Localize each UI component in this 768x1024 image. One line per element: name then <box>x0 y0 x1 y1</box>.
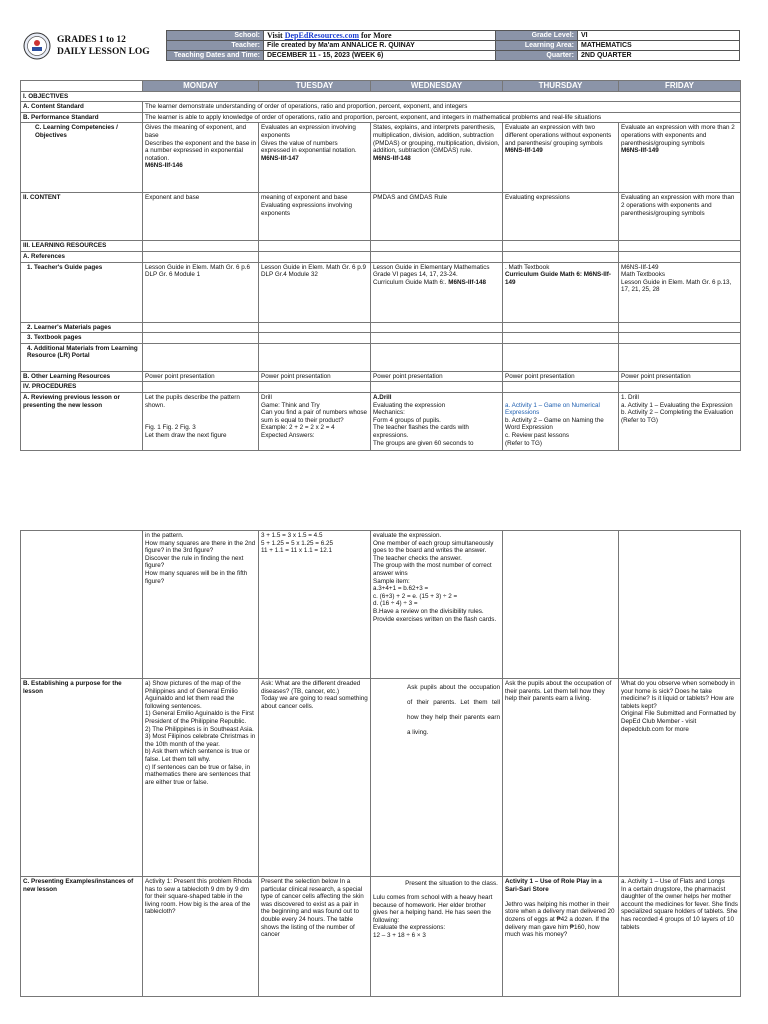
tg-wed: Lesson Guide in Elementary Mathematics Grade VI pages 14, 17, 23-24. Curriculum Guide Math 6:. M6NS-IIf-148 <box>371 262 503 322</box>
tg-mon: Lesson Guide in Elem. Math Gr. 6 p.6 DLP Gr. 6 Module 1 <box>143 262 259 322</box>
dates-label: Teaching Dates and Time: <box>167 51 264 61</box>
deped-seal-icon <box>23 32 51 60</box>
present-mon: Activity 1: Present this problem Rhoda has to sew a tablecloth 9 dm by 9 dm for their square-shaped table in the living room. How big is the area of the tablecloth? <box>143 877 259 997</box>
depedresources-link[interactable]: DepEdResources.com <box>284 31 359 40</box>
day-friday: FRIDAY <box>619 81 741 92</box>
competency-thu: Evaluate an expression with two different operations without exponents and parenthesis/ grouping symbols M6NS-IIf-149 <box>503 123 619 193</box>
content-fri: Evaluating an expression with more than 2 operations with exponents and parenthesis/grouping symbols <box>619 193 741 241</box>
purpose-label: B. Establishing a purpose for the lesson <box>21 679 143 877</box>
other-resources-label: B. Other Learning Resources <box>21 371 143 382</box>
day-tuesday: TUESDAY <box>259 81 371 92</box>
competency-tue: Evaluates an expression involving exponents Gives the value of numbers expressed in exponential notation. M6NS-IIf-147 <box>259 123 371 193</box>
review-label: A. Reviewing previous lesson or presenting the new lesson <box>21 392 143 450</box>
purpose-mon: a) Show pictures of the map of the Philippines and of General Emilio Aguinaldo and let them read the following sentences. 1) General Emilio Aguinaldo is the First President of the Philippine Republic. 2) The Philippines is in Southeast Asia. 3) Most Filipinos celebrate Christmas in the 10th month of the year. b) Ask them which sentence is true or false. Let them tell why. c) If sentences can be true or false, in mathematics there are sentences that are either true or false. <box>143 679 259 877</box>
present-fri: a. Activity 1 – Use of Flats and Longs In a certain drugstore, the pharmacist daughter of the owner helps her mother account the medicines for fever. She finds specialized square holders of tablets. She has recorded 4 groups of 10 layers of 10 tablets <box>619 877 741 997</box>
purpose-thu: Ask the pupils about the occupation of their parents. Let them tell how they help their parents earn a living. <box>503 679 619 877</box>
school-label: School: <box>167 31 264 41</box>
textbook-pages-label: 3. Textbook pages <box>21 333 143 344</box>
title-line2: DAILY LESSON LOG <box>56 46 150 57</box>
day-thursday: THURSDAY <box>503 81 619 92</box>
olr-fri: Power point presentation <box>619 371 741 382</box>
present-wed: Present the situation to the class. Lulu comes from school with a heavy heart because of homework. Her elder brother gives her a helping hand. He has seen the following: Evaluate the expressions: 12 – 3 + 18 ÷ 6 × 3 <box>371 877 503 997</box>
day-header-row <box>21 81 741 92</box>
teacher-value: File created by Ma'am ANNALICE R. QUINAY <box>264 41 496 51</box>
teacher-label: Teacher: <box>167 41 264 51</box>
competency-mon: Gives the meaning of exponent, and base Describes the exponent and the base in a number expressed in exponential notation. M6NS-IIf-146 <box>143 123 259 193</box>
present-thu: Activity 1 – Use of Role Play in a Sari-Sari Store Jethro was helping his mother in their store when a delivery man delivered 20 dozens of eggs at ₱42 a dozen. If the delivery man gave him ₱160, how much was his money? <box>503 877 619 997</box>
area-value: MATHEMATICS <box>578 41 740 51</box>
quarter-label: Quarter: <box>496 51 578 61</box>
purpose-wed: Ask pupils about the occupation of their parents. Let them tell how they help their parents earn a living. <box>371 679 503 877</box>
grade-label: Grade Level: <box>496 31 578 41</box>
olr-tue: Power point presentation <box>259 371 371 382</box>
content-mon: Exponent and base <box>143 193 259 241</box>
grade-value: VI <box>578 31 740 41</box>
header-logo-cell <box>20 31 167 61</box>
day-monday: MONDAY <box>143 81 259 92</box>
teachers-guide-label: 1. Teacher's Guide pages <box>21 262 143 322</box>
review-cont-wed: evaluate the expression. One member of each group simultaneously goes to the board and writes the answer. The teacher checks the answer. The group with the most number of correct answer wins Sample item: a.3+4+1 = b.62+3 = c. (6+3) + 2 = e. (15 + 3) ÷ 2 = d. (16 ÷ 4) ÷ 3 = B.Have a review on the divisibility rules. Provide exercises written on the flash cards. <box>371 531 503 679</box>
olr-thu: Power point presentation <box>503 371 619 382</box>
content-thu: Evaluating expressions <box>503 193 619 241</box>
purpose-fri: What do you observe when somebody in your home is sick? Does he take medicine? Is it liquid or tablets? How are tablets kept? Original File Submitted and Formatted by DepEd Club Member - visit depedclub.com for more <box>619 679 741 877</box>
lesson-log-table-part2 <box>20 530 741 997</box>
tg-fri: M6NS-IIf-149 Math Textbooks Lesson Guide in Elem. Math Gr. 6 p.13, 17, 21, 25, 28 <box>619 262 741 322</box>
competency-fri: Evaluate an expression with more than 2 operations with exponents and parenthesis/grouping symbols M6NS-IIf-149 <box>619 123 741 193</box>
learners-materials-label: 2. Learner's Materials pages <box>21 322 143 333</box>
content-wed: PMDAS and GMDAS Rule <box>371 193 503 241</box>
competency-wed: States, explains, and interprets parenthesis, multiplication, division, addition, subtraction (PMDAS) or grouping, multiplication, division, addition, subtraction (GMDAS) rule. M6NS-IIf-148 <box>371 123 503 193</box>
olr-wed: Power point presentation <box>371 371 503 382</box>
content-standard: The learner demonstrate understanding of order of operations, ratio and proportion, percent, exponent, and integers <box>143 102 741 113</box>
review-mon: Let the pupils describe the pattern shown. Fig. 1 Fig. 2 Fig. 3 Let them draw the next figure <box>143 392 259 450</box>
resources-label: III. LEARNING RESOURCES <box>21 241 143 252</box>
content-tue: meaning of exponent and base Evaluating expressions involving exponents <box>259 193 371 241</box>
present-label: C. Presenting Examples/instances of new lesson <box>21 877 143 997</box>
header-table <box>20 30 740 61</box>
content-standard-label: A. Content Standard <box>21 102 143 113</box>
performance-standard: The learner is able to apply knowledge of order of operations, ratio and proportion, percent, exponent, and integers in mathematical problems and real-life situations <box>143 112 741 123</box>
review-thu: a. Activity 1 – Game on Numerical Expressions b. Activity 2 – Game on Naming the Word Expression c. Review past lessons (Refer to TG) <box>503 392 619 450</box>
review-wed: A.Drill Evaluating the expression Mechanics: Form 4 groups of pupils. The teacher flashes the cards with expressions. The groups are given 60 seconds to <box>371 392 503 450</box>
tg-thu: . Math Textbook Curriculum Guide Math 6: M6NS-IIf-149 <box>503 262 619 322</box>
performance-standard-label: B. Performance Standard <box>21 112 143 123</box>
lesson-log-table-part1 <box>20 80 741 451</box>
olr-mon: Power point presentation <box>143 371 259 382</box>
review-fri: 1. Drill a. Activity 1 – Evaluating the Expression b. Activity 2 – Completing the Evaluation (Refer to TG) <box>619 392 741 450</box>
quarter-value: 2ND QUARTER <box>578 51 740 61</box>
procedures-label: IV. PROCEDURES <box>21 382 143 393</box>
content-label: II. CONTENT <box>21 193 143 241</box>
area-label: Learning Area: <box>496 41 578 51</box>
review-cont-tue: 3 + 1.5 = 3 x 1.5 = 4.5 5 + 1.25 = 5 x 1.25 = 6.25 11 + 1.1 = 11 x 1.1 = 12.1 <box>259 531 371 679</box>
tg-tue: Lesson Guide in Elem. Math Gr. 6 p.9 DLP Gr.4 Module 32 <box>259 262 371 322</box>
day-wednesday: WEDNESDAY <box>371 81 503 92</box>
review-tue: Drill Game: Think and Try Can you find a pair of numbers whose sum is equal to their product? Example: 2 + 2 = 2 x 2 = 4 Expected Answers: <box>259 392 371 450</box>
dates-value: DECEMBER 11 - 15, 2023 (WEEK 6) <box>264 51 496 61</box>
present-tue: Present the selection below In a particular clinical research, a special type of cancer cells affecting the skin was discovered to exist as a pair in the beginning and was found out to double every 24 hours. The table shows the listing of the number of cancer <box>259 877 371 997</box>
competencies-label: C. Learning Competencies / Objectives <box>21 123 143 193</box>
section-objectives: I. OBJECTIVES <box>21 91 741 102</box>
purpose-tue: Ask: What are the different dreaded diseases? (TB, cancer, etc.) Today we are going to read something about cancer cells. <box>259 679 371 877</box>
references-label: A. References <box>21 251 143 262</box>
additional-materials-label: 4. Additional Materials from Learning Resource (LR) Portal <box>21 343 143 371</box>
title-line1: GRADES 1 to 12 <box>56 34 126 45</box>
review-cont-mon: in the pattern. How many squares are there in the 2nd figure? in the 3rd figure? Discover the rule in finding the next figure? How many squares will be in the fifth figure? <box>143 531 259 679</box>
school-value: Visit DepEdResources.com for More <box>264 31 496 41</box>
